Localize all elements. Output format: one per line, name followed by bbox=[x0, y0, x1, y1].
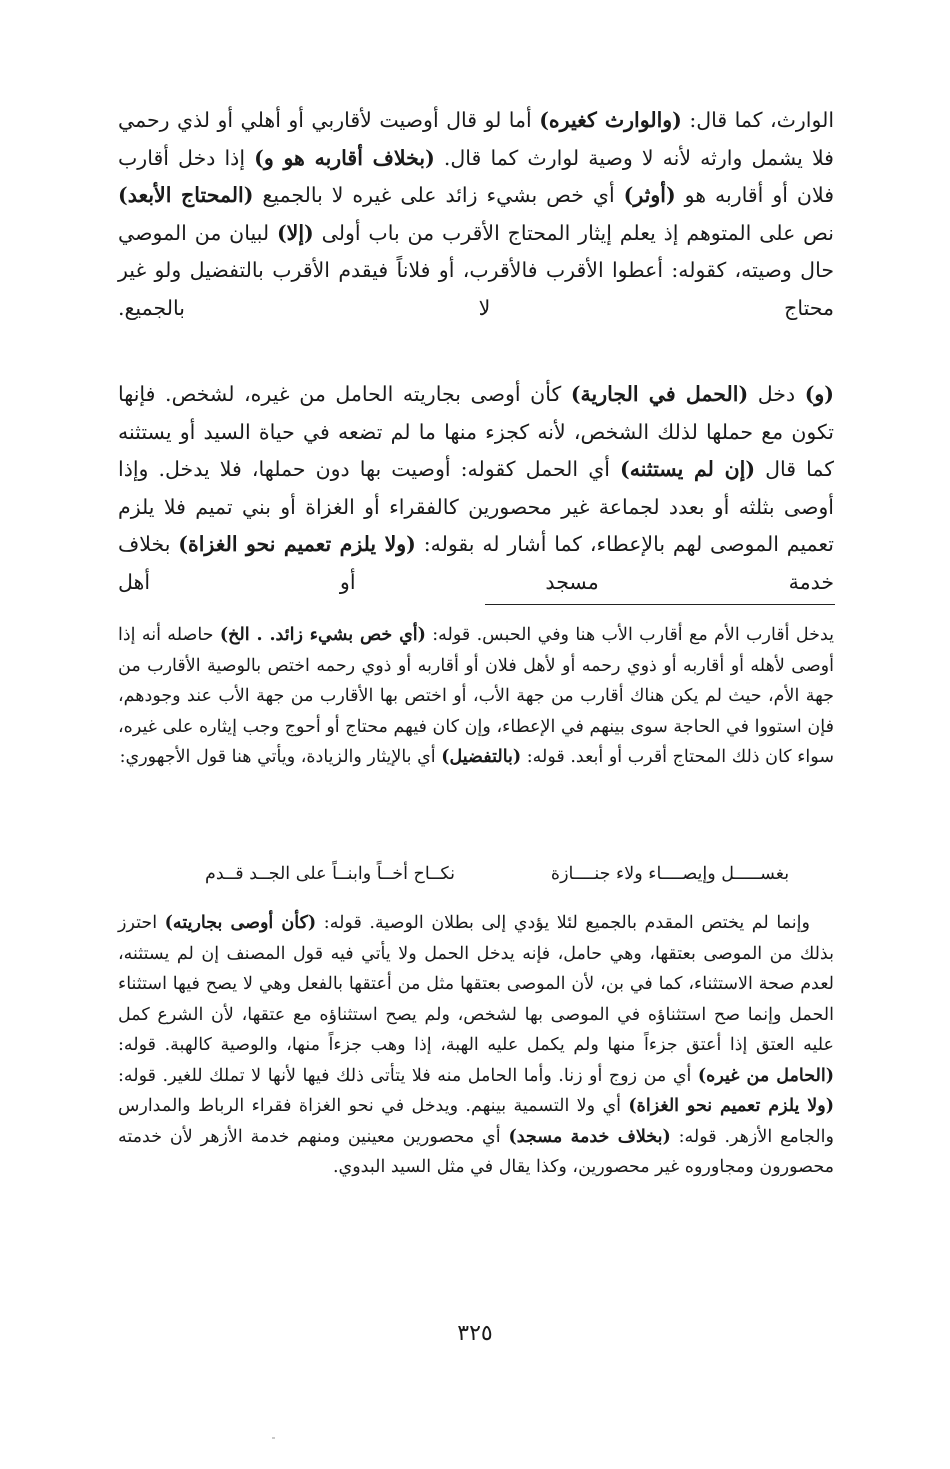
bold-term: (الحامل من غيره) bbox=[697, 1065, 834, 1086]
text-run: أما لو قال أوصيت لأقاربي أو أهلي أو لذي رحمي فلا يشمل وارثه لأنه لا وصية لوارث كما قال. bbox=[118, 108, 834, 170]
text-run: حاصله أنه إذا أوصى لأهله أو أقاربه أو ذوي رحمه أو لأهل فلان أو أقاربه أو ذوي رحمه اختص بالوصية الأقارب من جهة الأم، حيث لم يكن هناك أقارب من جهة الأب، أو اختص بها الأقارب من جهة الأب عند وجودهم، فإن استووا في الحاجة سوى بينهم في الإعطاء، وإن كان فيهم محتاج أو أحوج وجب إيثاره على غيره، سواء كان ذلك المحتاج أقرب أو أبعد. قوله: bbox=[118, 625, 834, 767]
bold-term: (و) bbox=[804, 382, 834, 406]
footnote-paragraph-1 bbox=[118, 620, 834, 773]
text-run: الوارث، كما قال: bbox=[681, 108, 835, 132]
text-run: أي خص بشيء زائد على غيره لا بالجميع bbox=[253, 183, 624, 207]
footnote-paragraph-2 bbox=[118, 908, 834, 1183]
text-run: أي ولا التسمية بينهم. ويدخل في نحو الغزاة فقراء الرباط والمدارس والجامع الأزهر. قوله: bbox=[118, 1096, 834, 1147]
bold-term: (بخلاف خدمة مسجد) bbox=[508, 1126, 671, 1147]
text-run: أي بالإيثار والزيادة، ويأتي هنا قول الأجهوري: bbox=[119, 747, 442, 767]
bold-term: (أوثر) bbox=[623, 183, 676, 207]
bold-term: (إن لم يستثنه) bbox=[620, 457, 756, 481]
text-run: دخل bbox=[748, 382, 805, 406]
bold-term: (بخلاف أقاربه هو و) bbox=[254, 145, 435, 170]
text-run: نص على المتوهم إذ يعلم إيثار المحتاج الأقرب من باب أولى bbox=[313, 220, 834, 245]
verse-second-hemistich: نكــاح أخــاً وابنــاً على الجــد قــدم bbox=[205, 864, 455, 884]
bold-term: (ولا يلزم تعميم نحو الغزاة) bbox=[628, 1096, 834, 1116]
bold-term: (والوارث كغيره) bbox=[539, 108, 682, 132]
main-text-paragraph-1 bbox=[118, 102, 834, 327]
text-run: وإنما لم يختص المقدم بالجميع لئلا يؤدي إلى بطلان الوصية. قوله: bbox=[316, 913, 810, 933]
bold-term: (المحتاج الأبعد) bbox=[118, 183, 254, 207]
text-run: يدخل أقارب الأم مع أقارب الأب هنا وفي الحبس. قوله: bbox=[425, 625, 835, 645]
text-run: بخلاف خدمة مسجد أو أهل bbox=[118, 532, 834, 594]
text-run: احترز بذلك من الموصى بعتقها، وهي حامل، فإنه يدخل الحمل ولا يأتي فيه قول المصنف إن لم يستثنه، لعدم صحة الاستثناء، كما في بن، لأن الموصى بعتقها مثل من أعتقها بالفعل وهي لا يصح فيها استثناء الحمل وإنما صح استثناؤه في الموصى بها لشخص، ولم يصح استثناؤه مع عتقها، لأن الشرع كمل عليه العتق إذا أعتق جزءاً منها ولم يكمل عليه الهبة، إذا وهب جزءاً منها، والوصية كالهبة. قوله: bbox=[118, 913, 834, 1055]
main-text-paragraph-2 bbox=[118, 376, 834, 601]
bold-term: (إلا) bbox=[276, 220, 314, 245]
bold-term: (أي خص بشيء زائد. . الخ) bbox=[219, 625, 426, 645]
text-run: أي محصورين معينين ومنهم خدمة الأزهر لأن خدمته محصورون ومجاوروه غير محصورين، وكذا يقال في مثل السيد البدوي. bbox=[118, 1126, 834, 1177]
poetry-verse bbox=[180, 858, 820, 890]
bold-term: (كأن أوصى بجاريته) bbox=[164, 913, 317, 933]
text-run: لبيان من الموصي حال وصيته، كقوله: أعطوا الأقرب فالأقرب، أو فلاناً فيقدم الأقرب بالتفضيل ولو غير محتاج لا بالجميع. bbox=[118, 220, 834, 320]
text-run: إذا دخل أقارب فلان أو أقاربه هو bbox=[118, 145, 834, 207]
page-number: ٣٢٥ bbox=[457, 1321, 493, 1346]
bold-term: (الحمل في الجارية) bbox=[570, 382, 749, 406]
bold-term: (ولا يلزم تعميم نحو الغزاة) bbox=[178, 532, 416, 556]
footnote-divider bbox=[485, 604, 835, 605]
text-run: أي من زوج أو زنا. وأما الحامل منه فلا يتأتى ذلك فيها لأنها لا تملك للغير. قوله: bbox=[118, 1065, 698, 1086]
bold-term: (بالتفضيل) bbox=[441, 747, 522, 767]
text-run: أي الحمل كقوله: أوصيت بها دون حملها، فلا يدخل. وإذا أوصى بثلثه أو بعدد لجماعة غير محصورين كالفقراء أو الغزاة أو بني تميم فلا يلزم تعميم الموصى لهم بالإعطاء، كما أشار له بقوله: bbox=[118, 457, 835, 556]
text-run: كأن أوصى بجاريته الحامل من غيره، لشخص. فإنها تكون مع حملها لذلك الشخص، لأنه كجزء منها ما لم تضعه في حياة السيد أو يستثنه كما قال bbox=[118, 382, 835, 481]
scan-speck bbox=[272, 1437, 275, 1439]
verse-first-hemistich: بغســـــل وإيصــــاء ولاء جنــــازة bbox=[550, 864, 790, 884]
